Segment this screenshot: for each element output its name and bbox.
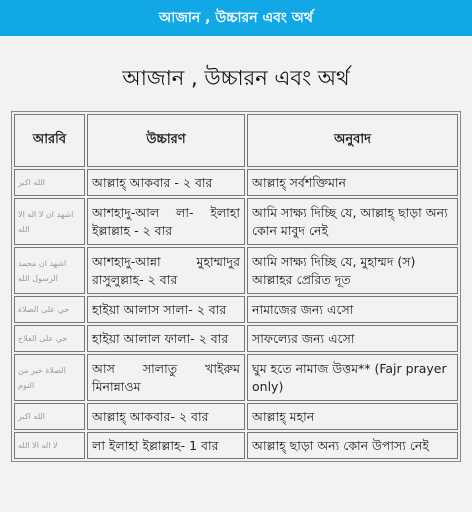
arabic-cell: اشهد ان لا اله الا الله [14, 198, 85, 245]
translation-cell: আমি সাক্ষ্য দিচ্ছি যে, মুহাম্মদ (স) আল্লাহর প্রেরিত দূত [247, 247, 458, 294]
arabic-cell: الله اكبر [14, 169, 85, 196]
translation-cell: সাফল্যের জন্য এসো [247, 325, 458, 352]
table-row [14, 325, 458, 352]
pronunciation-cell: আস সালাতু খাইরুম মিনান্নাওম [87, 354, 245, 401]
translation-cell: আল্লাহ্‌ মহান [247, 403, 458, 430]
pronunciation-cell: আল্লাহ্‌ আকবার- ২ বার [87, 403, 245, 430]
translation-cell: নামাজের জন্য এসো [247, 296, 458, 323]
header-translation: অনুবাদ [247, 114, 458, 167]
app-bar [0, 0, 472, 36]
table-row [14, 247, 458, 294]
translation-cell: আল্লাহ্‌ ছাড়া অন্য কোন উপাস্য নেই [247, 432, 458, 459]
translation-cell: আল্লাহ্‌ সর্বশক্তিমান [247, 169, 458, 196]
table-header-row [14, 114, 458, 167]
table-row [14, 198, 458, 245]
arabic-cell: حي على الصلاة [14, 296, 85, 323]
pronunciation-cell: হাইয়া আলাল ফালা- ২ বার [87, 325, 245, 352]
translation-cell: ঘুম হতে নামাজ উত্তম** (Fajr prayer only) [247, 354, 458, 401]
pronunciation-cell: হাইয়া আলাস সালা- ২ বার [87, 296, 245, 323]
pronunciation-cell: লা ইলাহা ইল্লাল্লাহ- 1 বার [87, 432, 245, 459]
table-row [14, 354, 458, 401]
arabic-cell: اشهد ان محمد الرسول الله [14, 247, 85, 294]
table-row [14, 432, 458, 459]
content-area[interactable] [0, 63, 472, 462]
arabic-cell: الله اكبر [14, 403, 85, 430]
table-row [14, 403, 458, 430]
arabic-cell: لا اله الا الله [14, 432, 85, 459]
pronunciation-cell: আল্লাহ্‌ আকবার - ২ বার [87, 169, 245, 196]
arabic-cell: حي على الفلاح [14, 325, 85, 352]
arabic-cell: الصلاة خير من النوم [14, 354, 85, 401]
table-row [14, 169, 458, 196]
pronunciation-cell: আশহাদু-আল লা- ইলাহা ইল্লাল্লাহ - ২ বার [87, 198, 245, 245]
page-title: আজান , উচ্চারন এবং অর্থ [122, 66, 350, 90]
azan-table [11, 111, 461, 462]
table-row [14, 296, 458, 323]
app-bar-title: আজান , উচ্চারন এবং অর্থ [159, 10, 313, 26]
pronunciation-cell: আশহাদু-আন্না মুহাম্মাদুর রাসুলুল্লাহ- ২ বার [87, 247, 245, 294]
header-arabic: আরবি [14, 114, 85, 167]
header-pronunciation: উচ্চারণ [87, 114, 245, 167]
translation-cell: আমি সাক্ষ্য দিচ্ছি যে, আল্লাহ্‌ ছাড়া অন্য কোন মাবুদ নেই [247, 198, 458, 245]
